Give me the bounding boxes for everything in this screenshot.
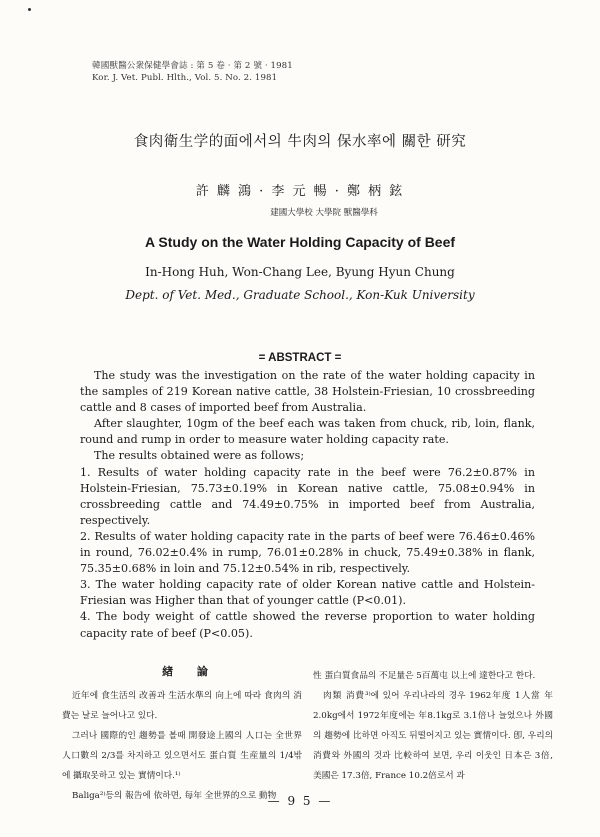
authors-english: In-Hong Huh, Won-Chang Lee, Byung Hyun Chung [145,265,455,279]
result-item: 4. The body weight of cattle showed the reverse proportion to water holding capacity rate of beef (P<0.05). [80,610,535,640]
affiliation-korean: 建國大學校 大學院 獸醫學科 [270,208,378,218]
body-paragraph: 그러나 國際的인 趨勢를 볼때 開發途上國의 人口는 全世界人口數의 2/3를 차지하고 있으면서도 蛋白質 生産量의 1/4밖에 攝取못하고 있는 實情이다.¹⁾ [62,731,302,781]
body-paragraph: 性 蛋白質食品의 不足量은 5百萬屯 以上에 達한다고 한다. [313,671,536,681]
body-paragraph: 肉類 消費³⁾에 있어 우리나라의 경우 1962年度 1人當 年2.0kg에서 1972年度에는 年8.1kg로 3.1倍나 늘었으나 外國의 趨勢에 比하면 아직도 뒤떨어지고 있는 實情이다. 卽, 우리의 消費와 外國의 것과 比較하여 보면, 우리 이웃인 日本은 3倍, 美國은 17.3倍, France 10.2倍로서 과 [313,691,553,781]
affiliation-english: Dept. of Vet. Med., Graduate School., Kon-Kuk University [125,288,475,302]
result-item: 3. The water holding capacity rate of older Korean native cattle and Holstein-Friesian was Higher than that of younger cattle (P<0.01). [80,578,535,608]
authors-korean: 許 麟 鴻 · 李 元 暢 · 鄭 柄 鉉 [195,184,405,199]
journal-header [92,60,293,84]
journal-line-en: Kor. J. Vet. Publ. Hlth., Vol. 5. No. 2. 1981 [92,73,278,83]
left-column [62,686,302,806]
abstract-paragraph: After slaughter, 10gm of the beef each was taken from chuck, rib, loin, flank, round and rump in order to measure water holding capacity rate. [80,417,535,447]
result-item: 2. Results of water holding capacity rate in the parts of beef were 76.46±0.46% in round, 76.02±0.4% in rump, 76.01±0.28% in chuck, 75.49±0.38% in flank, 75.35±0.68% in loin and 75.12±0.54% in rib, respectively. [80,529,535,576]
abstract-paragraph: The study was the investigation on the rate of the water holding capacity in the samples of 219 Korean native cattle, 38 Holstein-Friesian, 10 crossbreeding cattle and 8 cases of imported beef from Australia. [80,369,535,415]
page-number: — 9 5 — [267,794,333,808]
scan-mark [28,8,31,11]
abstract-body [80,368,535,642]
journal-line-ko: 韓國獸醫公衆保健學會誌 : 第 5 卷 · 第 2 號 · 1981 [92,61,293,71]
abstract-paragraph: The results obtained were as follows; [94,449,305,463]
body-paragraph: Baliga²⁾등의 報告에 依하면, 每年 全世界的으로 動物 [72,791,277,801]
right-column [313,666,553,786]
result-item: 1. Results of water holding capacity rate in the beef were 76.2±0.87% in Holstein-Friesian, 75.73±0.19% in Korean native cattle, 75.08±0.94% in crossbreeding cattle and 74.49±0.75% in imported beef from Australia, respectively. [80,465,535,527]
title-english: A Study on the Water Holding Capacity of Beef [144,234,456,250]
body-paragraph: 近年에 食生活의 改善과 生活水準의 向上에 따라 食肉의 消費는 날로 늘어나고 있다. [62,691,302,721]
title-korean: 食肉衛生学的面에서의 牛肉의 保水率에 關한 研究 [133,134,467,150]
abstract-heading: = ABSTRACT = [258,352,342,364]
section-heading-introduction: 緖 論 [162,665,218,678]
